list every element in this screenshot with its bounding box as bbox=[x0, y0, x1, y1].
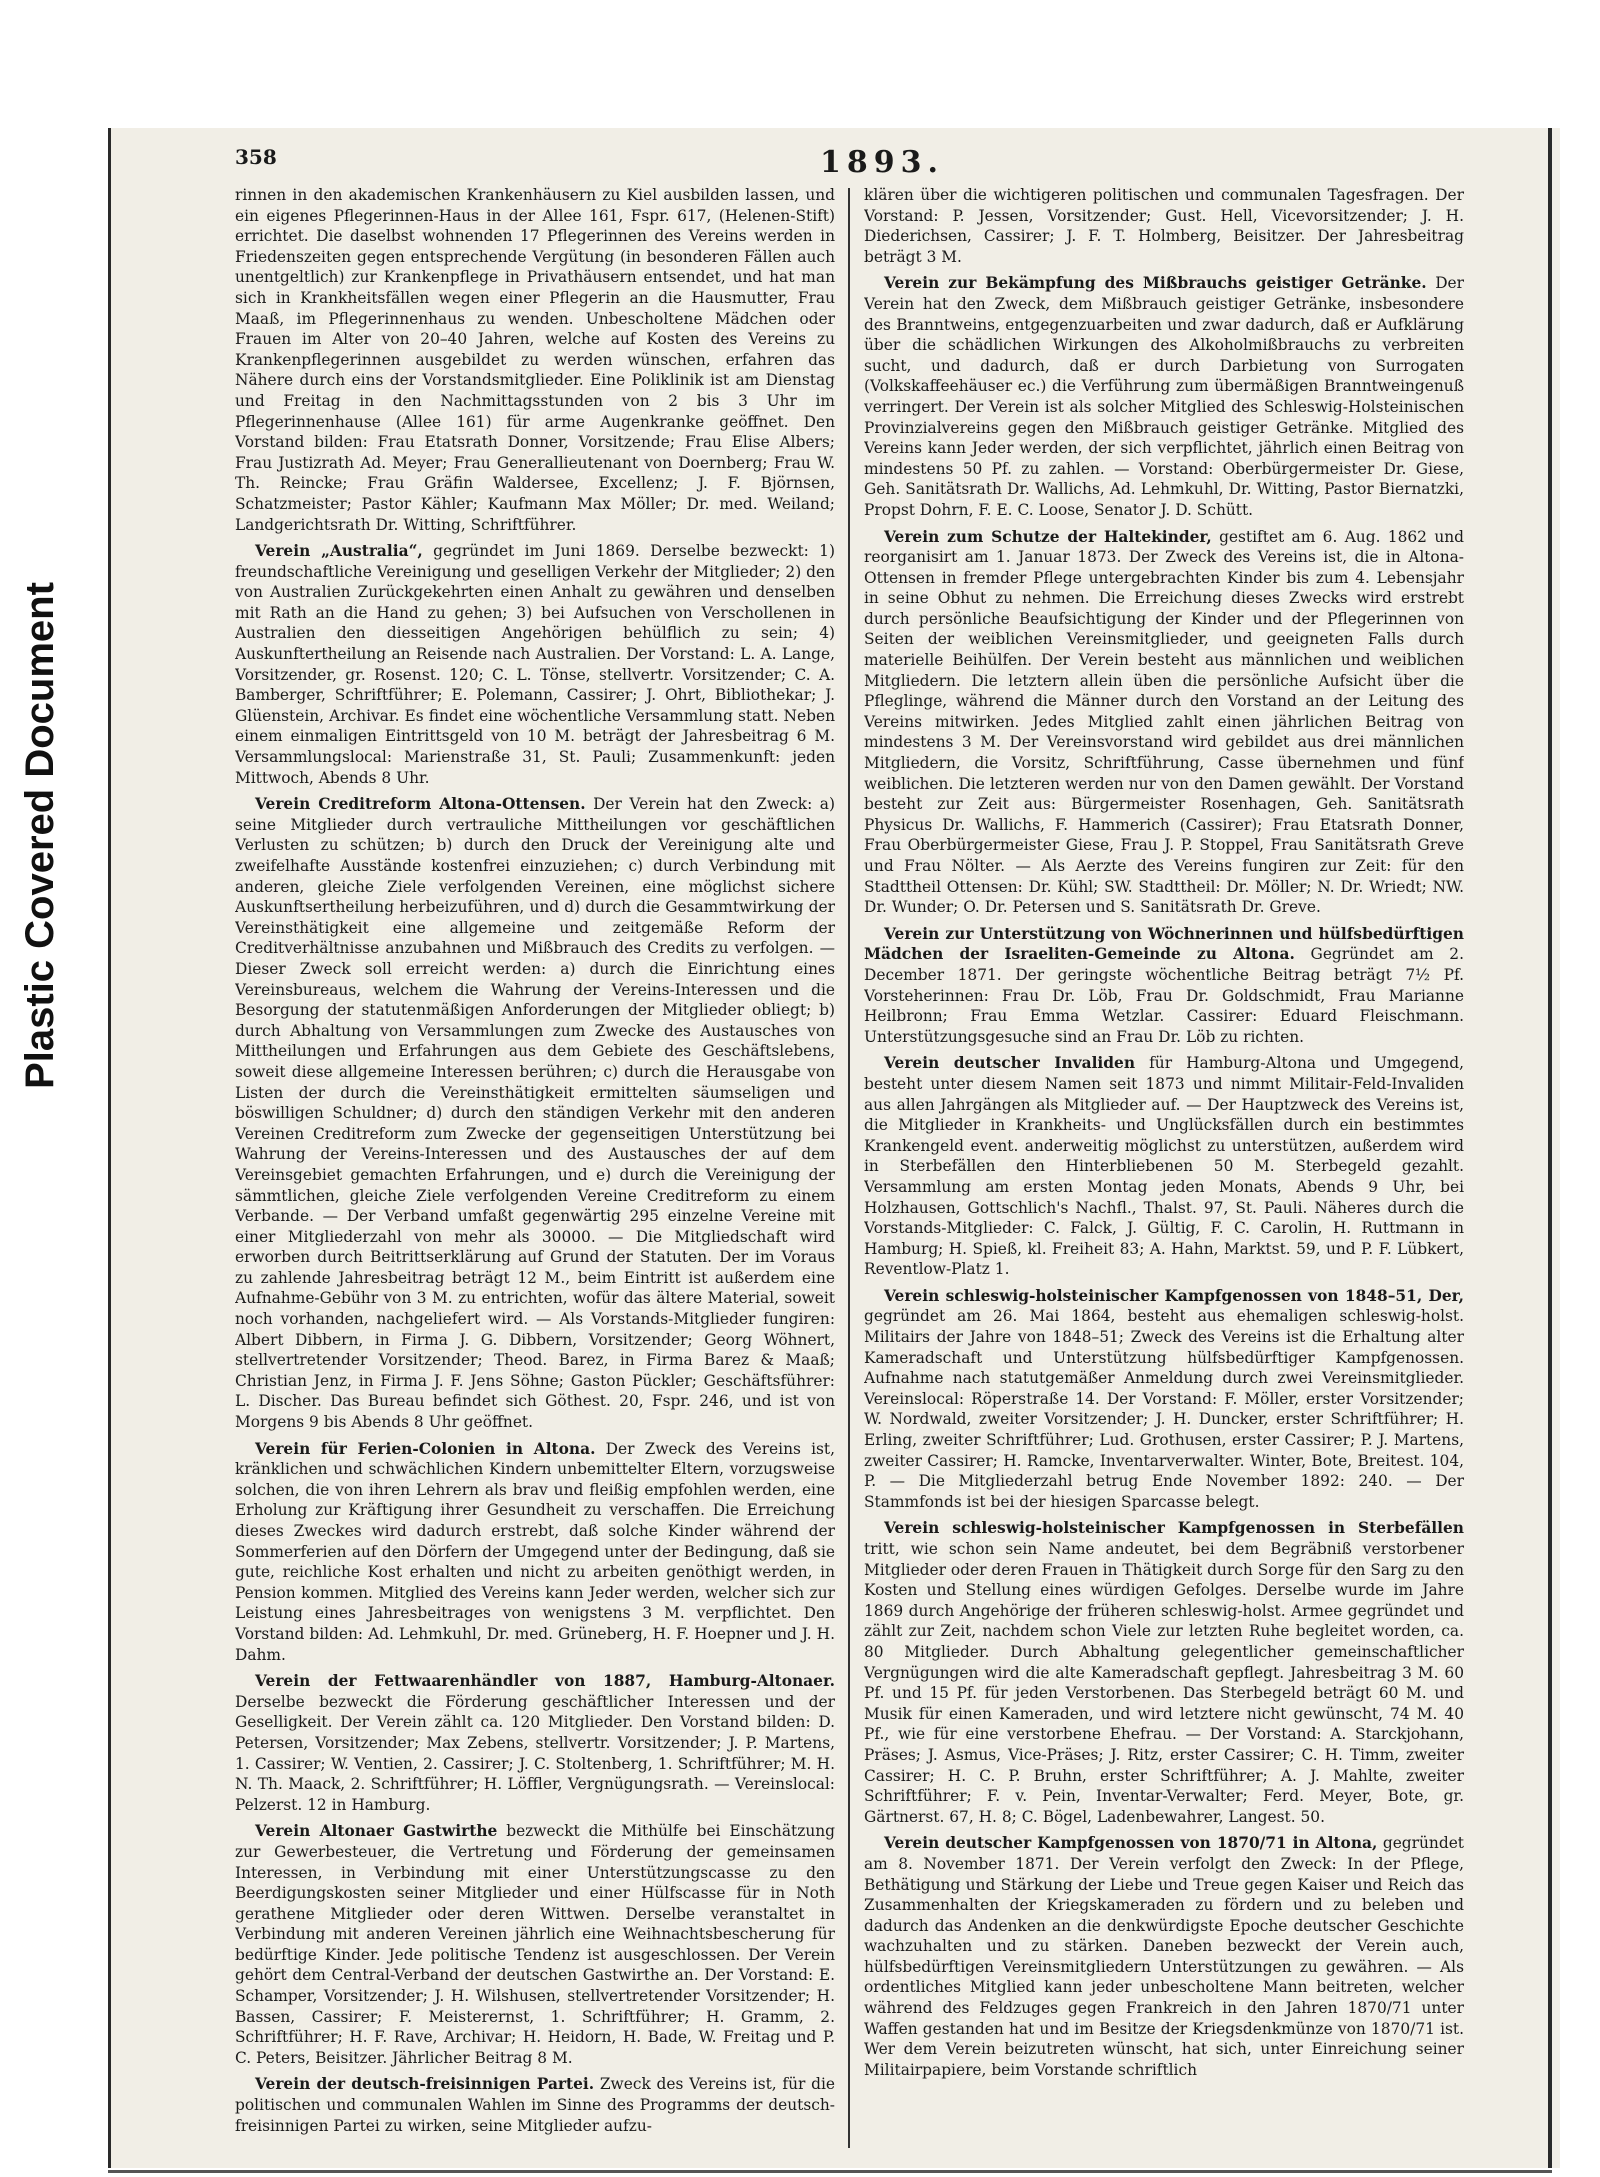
entry-heading: Verein der deutsch-freisinnigen Partei. bbox=[255, 2075, 595, 2094]
entry-kampfgenossen-1848 bbox=[864, 1286, 1464, 1513]
entry-invaliden bbox=[864, 1053, 1464, 1280]
entry-body: Der Verein hat den Zweck: a) seine Mitglieder durch vertrauliche Mittheilungen vor geschäftlichen Verlusten zu schützen; b) durch den Druck der Vereinigung alte und zweifelhafte Ausstände kostenfrei einzuziehen; c) durch Verbindung mit anderen, gleiche Ziele verfolgenden Vereinen, eine möglichst sichere Auskunftsertheilung herbeizuführen, und d) durch die Gesammtwirkung der Vereinsthätigkeit eine allgemeine und zeitgemäße Reform der Creditverhältnisse anzubahnen und Mißbrauch des Credits zu verfolgen. — Dieser Zweck soll erreicht werden: a) durch die Einrichtung eines Vereinsbureaus, welchem die Wahrung der Vereins-Interessen und die Besorgung der statutenmäßigen Anforderungen der Mitglieder obliegt; b) durch Abhaltung von Versammlungen zum Zwecke des Austausches von Mittheilungen und Erfahrungen aus dem Gebiete des Geschäftslebens, soweit diese allgemeine Interessen berühren; c) durch die Herausgabe von Listen der durch die Vereinsthätigkeit ermittelten säumseligen und böswilligen Schuldner; d) durch den ständigen Verkehr mit den anderen Vereinen Creditreform zum Zwecke der gegenseitigen Unterstützung bei Wahrung der Vereins-Interessen und des Austausches der auf dem Vereinsgebiet gemachten Erfahrungen, und e) durch die Vereinigung der sämmtlichen, gleiche Ziele verfolgenden Vereine Creditreform zu einem Verbande. — Der Verband umfaßt gegenwärtig 295 einzelne Vereine mit einer Mitgliederzahl von mehr als 30000. — Die Mitgliedschaft wird erworben durch Beitrittserklärung auf Grund der Statuten. Der im Voraus zu zahlende Jahresbeitrag beträgt 12 M., beim Eintritt ist außerdem eine Aufnahme-Gebühr von 3 M. zu entrichten, wofür das ältere Material, soweit noch vorhanden, nachgeliefert wird. — Als Vorstands-Mitglieder fungiren: Albert Dibbern, in Firma J. G. Dibbern, Vorsitzender; Georg Wöhnert, stellvertretender Vorsitzender; Theod. Barez, in Firma Barez & Maaß; Christian Jenz, in Firma J. F. Jens Söhne; Gaston Pückler; Geschäftsführer: L. Discher. Das Bureau befindet sich Göthest. 20, Fspr. 246, und ist von Morgens 9 bis Abends 8 Uhr geöffnet. bbox=[235, 795, 835, 1432]
entry-body: tritt, wie schon sein Name andeutet, bei dem Begräbniß verstorbener Mitglieder oder deren Frauen in Thätigkeit durch Sorge für den Sarg zu den Kosten und Stellung eines würdigen Gefolges. Derselbe wurde im Jahre 1869 durch Angehörige der früheren schleswig-holst. Armee gegründet und zählt zur Zeit, nachdem schon Viele zur letzten Ruhe begleitet worden, ca. 80 Mitglieder. Durch Abhaltung gelegentlicher gemeinschaftlicher Vergnügungen wird die alte Kameradschaft gepflegt. Jahresbeitrag 3 M. 60 Pf. und 15 Pf. für jeden Verstorbenen. Das Sterbegeld beträgt 60 M. und Musik für einen Kameraden, und wird letztere nicht gewünscht, 74 M. 40 Pf., wie für eine verstorbene Ehefrau. — Der Vorstand: A. Starckjohann, Präses; J. Asmus, Vice-Präses; J. Ritz, erster Cassirer; C. H. Timm, zweiter Cassirer; H. C. P. Bruhn, erster Schriftführer; A. J. Mahlte, zweiter Schriftführer; F. v. Pein, Inventar-Verwalter; Ferd. Meyer, Bote, gr. Gärtnerst. 67, H. 8; C. Bögel, Ladenbewahrer, Langest. 50. bbox=[864, 1540, 1464, 1826]
page-number: 358 bbox=[235, 145, 277, 169]
entry-heading: Verein deutscher Kampfgenossen von 1870/71 in Altona, bbox=[884, 1834, 1378, 1853]
entry-heading: Verein zur Bekämpfung des Mißbrauchs geistiger Getränke. bbox=[884, 274, 1427, 293]
column-divider bbox=[848, 188, 850, 2148]
entry-body: gegründet am 8. November 1871. Der Verein verfolgt den Zweck: In der Pflege, Bethätigung und Stärkung der Liebe und Treue gegen Kaiser und Reich das Zusammenhalten der Kriegskameraden zu fördern und zu beleben und dadurch das Andenken an die denkwürdigste Epoche deutscher Geschichte wachzuhalten und zu stärken. Daneben bezweckt der Verein auch, hülfsbedürftigen Vereinsmitgliedern Unterstützungen zu gewähren. — Als ordentliches Mitglied kann jeder unbescholtene Mann beitreten, welcher während des Feldzuges gegen Frankreich in den Jahren 1870/71 unter Waffen gestanden hat und im Besitze der Kriegsdenkmünze von 1870/71 ist. Wer dem Verein beizutreten wünscht, hat sich, unter Einreichung seiner Militairpapiere, beim Vorstande schriftlich bbox=[864, 1834, 1464, 2079]
entry-heading: Verein schleswig-holsteinischer Kampfgenossen in Sterbefällen bbox=[884, 1519, 1464, 1538]
entry-sterbefaelle bbox=[864, 1518, 1464, 1827]
entry-body: bezweckt die Mithülfe bei Einschätzung zur Gewerbesteuer, die Vertretung und Förderung der gemeinsamen Interessen, in Verbindung mit einer Unterstützungscasse zu den Beerdigungskosten seiner Mitglieder und einer Hülfscasse für in Noth gerathene Mitglieder oder deren Wittwen. Derselbe veranstaltet in Verbindung mit anderen Vereinen jährlich eine Weihnachtsbescherung für bedürftige Kinder. Jede politische Tendenz ist ausgeschlossen. Der Verein gehört dem Central-Verband der deutschen Gastwirthe an. Der Vorstand: E. Schamper, Vorsitzender; J. H. Wilshusen, stellvertretender Vorsitzender; H. Bassen, Cassirer; F. Meisterernst, 1. Schriftführer; H. Gramm, 2. Schriftführer; H. F. Rave, Archivar; H. Heidorn, H. Bade, W. Freitag und P. C. Peters, Beisitzer. Jährlicher Beitrag 8 M. bbox=[235, 1822, 835, 2067]
overlay-label-text: Plastic Covered Document bbox=[17, 581, 62, 1089]
right-column bbox=[864, 185, 1464, 2145]
entry-ferien-colonien bbox=[235, 1439, 835, 1666]
entry-heading: Verein Altonaer Gastwirthe bbox=[255, 1822, 498, 1841]
page-right-edge bbox=[1548, 128, 1552, 2168]
entry-body: Derselbe bezweckt die Förderung geschäftlicher Interessen und der Geselligkeit. Der Verein zählt ca. 120 Mitglieder. Den Vorstand bilden: D. Petersen, Vorsitzender; Max Zebens, stellvertr. Vorsitzender; J. P. Martens, 1. Cassirer; W. Ventien, 2. Cassirer; J. C. Stoltenberg, 1. Schriftführer; M. H. N. Th. Maack, 2. Schriftführer; H. Löffler, Vergnügungsrath. — Vereinslocal: Pelzerst. 12 in Hamburg. bbox=[235, 1692, 835, 1814]
entry-heading: Verein Creditreform Altona-Ottensen. bbox=[255, 795, 586, 814]
continuation-paragraph: rinnen in den akademischen Krankenhäusern zu Kiel ausbilden lassen, und ein eigenes Pflegerinnen-Haus in der Allee 161, Fspr. 617, (Helenen-Stift) errichtet. Die daselbst wohnenden 17 Pflegerinnen des Vereins werden in Friedenszeiten gegen entsprechende Vergütung (in besonderen Fällen auch unentgeltlich) zur Krankenpflege in Privathäusern entsendet, und hat man sich in Krankheitsfällen wegen einer Pflegerin an die Hausmutter, Frau Maaß, im Pflegerinnenhaus zu wenden. Unbescholtene Mädchen oder Frauen im Alter von 20–40 Jahren, welche auf Kosten des Vereins zu Krankenpflegerinnen ausgebildet zu werden wünschen, erfahren das Nähere durch eins der Vorstandsmitglieder. Eine Poliklinik ist am Dienstag und Freitag in den Nachmittagsstunden von 2 bis 3 Uhr im Pflegerinnenhause (Allee 161) für arme Augenkranke geöffnet. Den Vorstand bilden: Frau Etatsrath Donner, Vorsitzende; Frau Elise Albers; Frau Justizrath Ad. Meyer; Frau Generallieutenant von Doernberg; Frau W. Th. Reincke; Frau Gräfin Waldersee, Excellenz; J. F. Björnsen, Schatzmeister; Pastor Kähler; Kaufmann Max Möller; Dr. med. Weiland; Landgerichtsrath Dr. Witting, Schriftführer. bbox=[235, 186, 835, 534]
entry-body: gegründet im Juni 1869. Derselbe bezweckt: 1) freundschaftliche Vereinigung und geselligen Verkehr der Mitglieder; 2) den von Australien Zurückgekehrten einen Anhalt zu gewähren und denselben mit Rath an die Hand zu gehen; 3) bei Aufsuchen von Verschollenen in Australien den diesseitigen Angehörigen behülflich zu sein; 4) Auskunftertheilung an Reisende nach Australien. Der Vorstand: L. A. Lange, Vorsitzender, gr. Rosenst. 120; C. L. Tönse, stellvertr. Vorsitzender; C. A. Bamberger, Schriftführer; E. Polemann, Cassirer; J. Ohrt, Bibliothekar; J. Glüenstein, Archivar. Es findet eine wöchentliche Versammlung statt. Neben einem einmaligen Eintrittsgeld von 10 M. beträgt der Jahresbeitrag 6 M. Versammlungslocal: Marienstraße 31, St. Pauli; Zusammenkunft: jeden Mittwoch, Abends 8 Uhr. bbox=[235, 542, 835, 787]
entry-heading: Verein „Australia“, bbox=[255, 542, 423, 561]
entry-body: Der Verein hat den Zweck, dem Mißbrauch geistiger Getränke, insbesondere des Branntweins, entgegenzuarbeiten und zwar dadurch, daß er Aufklärung über die schädlichen Wirkungen des Alkoholmißbrauchs zu verbreiten sucht, und dadurch, daß er durch Darbietung von Surrogaten (Volkskaffeehäuser ec.) die Verführung zum übermäßigen Branntweingenuß verringert. Der Verein ist als solcher Mitglied des Schleswig-Holsteinischen Provinzialvereins gegen den Mißbrauch geistiger Getränke. Mitglied des Vereins kann Jeder werden, der sich verpflichtet, jährlich einen Beitrag von mindestens 50 Pf. zu zahlen. — Vorstand: Oberbürgermeister Dr. Giese, Geh. Sanitätsrath Dr. Wallichs, Ad. Lehmkuhl, Dr. Witting, Pastor Biernatzki, Propst Dohrn, F. E. C. Loose, Senator J. D. Schütt. bbox=[864, 274, 1464, 519]
continuation-paragraph: klären über die wichtigeren politischen und communalen Tagesfragen. Der Vorstand: P. Jessen, Vorsitzender; Gust. Hell, Vicevorsitzender; J. H. Diederichsen, Cassirer; J. F. T. Holmberg, Beisitzer. Der Jahresbeitrag beträgt 3 M. bbox=[864, 186, 1464, 266]
entry-heading: Verein für Ferien-Colonien in Altona. bbox=[255, 1439, 596, 1458]
entry-freisinnige-partei bbox=[235, 2074, 835, 2136]
year-heading: 1893. bbox=[820, 145, 944, 180]
overlay-label bbox=[10, 555, 70, 1115]
entry-heading: Verein zur Unterstützung von Wöchnerinnen und hülfsbedürftigen Mädchen der Israeliten-Gemeinde zu Altona. bbox=[864, 924, 1464, 964]
entry-woechnerinnen bbox=[864, 924, 1464, 1048]
entry-fettwaarenhaendler bbox=[235, 1671, 835, 1815]
entry-body: Gegründet am 2. December 1871. Der geringste wöchentliche Beitrag beträgt 7½ Pf. Vorsteherinnen: Frau Dr. Löb, Frau Dr. Goldschmidt, Frau Marianne Heilbronn; Frau Emma Wetzlar. Cassirer: Eduard Fleischmann. Unterstützungsgesuche sind an Frau Dr. Löb zu richten. bbox=[864, 945, 1464, 1046]
entry-heading: Verein der Fettwaarenhändler von 1887, Hamburg-Altonaer. bbox=[255, 1672, 835, 1691]
page-bottom-edge bbox=[108, 2170, 1552, 2173]
entry-heading: Verein deutscher Invaliden bbox=[884, 1054, 1136, 1073]
entry-body: für Hamburg-Altona und Umgegend, besteht unter diesem Namen seit 1873 und nimmt Militair-Feld-Invaliden aus allen Jahrgängen als Mitglieder auf. — Der Hauptzweck des Vereins ist, die Mitglieder in Krankheits- und Unglücksfällen durch ein bestimmtes Krankengeld event. anderweitig möglichst zu unterstützen, außerdem wird in Sterbefällen den Hinterbliebenen 50 M. Sterbegeld gezahlt. Versammlung am ersten Montag jeden Monats, Abends 9 Uhr, bei Holzhausen, Gottschlich's Nachfl., Thalst. 97, St. Pauli. Näheres durch die Vorstands-Mitglieder: C. Falck, J. Gültig, F. C. Carolin, H. Ruttmann in Hamburg; H. Spieß, kl. Freiheit 83; A. Hahn, Marktst. 59, und P. F. Lübkert, Reventlow-Platz 1. bbox=[864, 1054, 1464, 1279]
entry-creditreform bbox=[235, 794, 835, 1432]
entry-getraenke bbox=[864, 273, 1464, 520]
entry-heading: Verein schleswig-holsteinischer Kampfgenossen von 1848–51, Der, bbox=[884, 1286, 1464, 1305]
entry-australia bbox=[235, 541, 835, 788]
entry-body: gegründet am 26. Mai 1864, besteht aus ehemaligen schleswig-holst. Militairs der Jahre von 1848–51; Zweck des Vereins ist die Erhaltung alter Kameradschaft und Unterstützung hülfsbedürftiger Kampfgenossen. Aufnahme nach statutgemäßer Anmeldung durch zwei Vereinsmitglieder. Vereinslocal: Röperstraße 14. Der Vorstand: F. Möller, erster Vorsitzender; W. Nordwald, zweiter Vorsitzender; J. H. Duncker, erster Schriftführer; H. Erling, zweiter Schriftführer; Lud. Grothusen, erster Cassirer; P. J. Martens, zweiter Cassirer; H. Ramcke, Inventarverwalter. Winter, Bote, Breitest. 104, P. — Die Mitgliederzahl betrug Ende November 1892: 240. — Der Stammfonds ist bei der hiesigen Sparcasse belegt. bbox=[864, 1307, 1464, 1511]
entry-gastwirthe bbox=[235, 1821, 835, 2068]
entry-body: Zweck des Vereins ist, für die politischen und communalen Wahlen im Sinne des Programms der deutsch-freisinnigen Partei zu wirken, seine Mitglieder aufzu- bbox=[235, 2075, 835, 2135]
entry-body: Der Zweck des Vereins ist, kränklichen und schwächlichen Kindern unbemittelter Eltern, vorzugsweise solchen, die von ihren Lehrern als brav und fleißig empfohlen werden, eine Erholung zur Kräftigung ihrer Gesundheit zu verschaffen. Die Erreichung dieses Zweckes wird dadurch erstrebt, daß solche Kinder während der Sommerferien auf den Dörfern der Umgegend unter der Bedingung, daß sie gute, reichliche Kost erhalten und nicht zu arbeiten genöthigt werden, in Pension kommen. Mitglied des Vereins kann Jeder werden, welcher sich zur Leistung eines Jahresbeitrages von wenigstens 3 M. verpflichtet. Den Vorstand bilden: Ad. Lehmkuhl, Dr. med. Grüneberg, H. F. Hoepner und J. H. Dahm. bbox=[235, 1439, 835, 1664]
entry-haltekinder bbox=[864, 527, 1464, 918]
page-left-edge bbox=[108, 128, 111, 2168]
left-column bbox=[235, 185, 835, 2145]
entry-body: gestiftet am 6. Aug. 1862 und reorganisirt am 1. Januar 1873. Der Zweck des Vereins ist, die in Altona-Ottensen in fremder Pflege untergebrachten Kinder bis zum 4. Lebensjahr in seine Obhut zu nehmen. Die Erreichung dieses Zwecks wird erstrebt durch persönliche Beaufsichtigung der Kinder und der Pflegerinnen von Seiten der weiblichen Vereinsmitglieder, und geeigneten Falls durch materielle Beihülfen. Der Verein besteht aus männlichen und weiblichen Mitgliedern. Die letztern allein üben die persönliche Aufsicht über die Pfleglinge, während die Männer durch den Vorstand an der Leitung des Vereins mitwirken. Jedes Mitglied zahlt einen jährlichen Beitrag von mindestens 3 M. Der Vereinsvorstand wird gebildet aus drei männlichen Mitgliedern, die Vorsitz, Schriftführung, Casse übernehmen und fünf weiblichen. Die letzteren werden nur von den Damen gewählt. Der Vorstand besteht zur Zeit aus: Bürgermeister Rosenhagen, Geh. Sanitätsrath Physicus Dr. Wallichs, F. Hammerich (Cassirer); Frau Etatsrath Donner, Frau Oberbürgermeister Giese, Frau J. P. Stoppel, Frau Sanitätsrath Greve und Frau Nölter. — Als Aerzte des Vereins fungiren zur Zeit: für den Stadttheil Ottensen: Dr. Kühl; SW. Stadttheil: Dr. Möller; N. Dr. Wriedt; NW. Dr. Wunder; O. Dr. Petersen und S. Sanitätsrath Dr. Greve. bbox=[864, 527, 1464, 917]
entry-kampfgenossen-1870 bbox=[864, 1833, 1464, 2080]
entry-heading: Verein zum Schutze der Haltekinder, bbox=[884, 527, 1212, 546]
